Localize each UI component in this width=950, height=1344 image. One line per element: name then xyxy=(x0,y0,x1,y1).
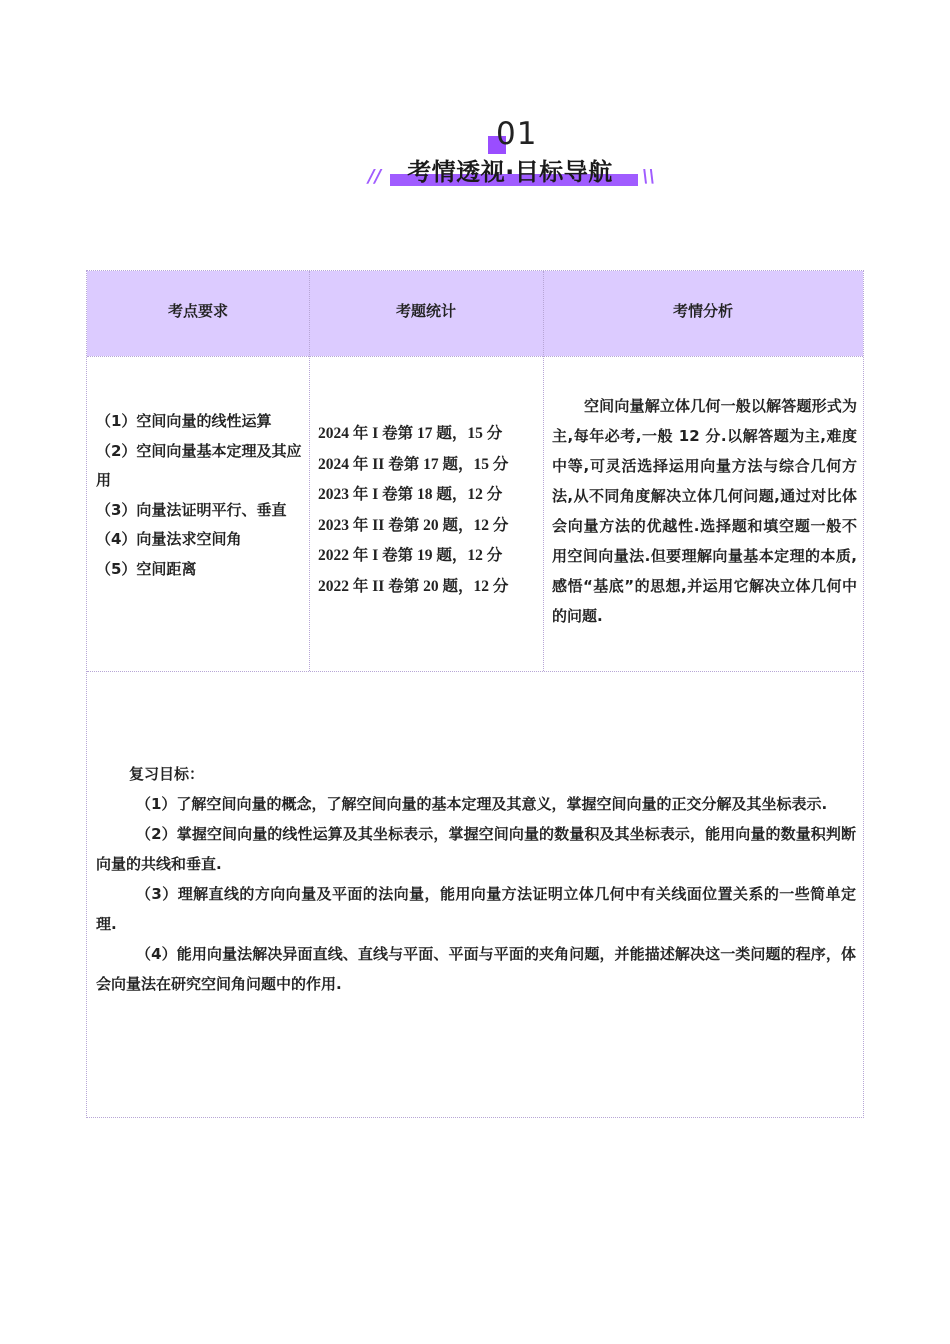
list-item: 2023 年 II 卷第 20 题，12 分 xyxy=(318,516,509,534)
list-item: （3）向量法证明平行、垂直 xyxy=(96,500,287,519)
section-header xyxy=(0,108,950,198)
review-goals xyxy=(96,759,856,999)
list-item: 2023 年 I 卷第 18 题，12 分 xyxy=(318,486,503,504)
list-item: 2022 年 I 卷第 19 题，12 分 xyxy=(318,547,503,565)
column-divider xyxy=(543,271,544,671)
goal-item: （1）了解空间向量的概念，了解空间向量的基本定理及其意义，掌握空间向量的正交分解及其坐标表示. xyxy=(136,795,828,813)
goal-item: （4）能用向量法解决异面直线、直线与平面、平面与平面的夹角问题，并能描述解决这一类问题的程序，体会向量法在研究空间角问题中的作用. xyxy=(96,945,856,993)
list-item: 2022 年 II 卷第 20 题，12 分 xyxy=(318,577,509,595)
goals-heading: 复习目标： xyxy=(129,765,205,783)
list-item: 2024 年 II 卷第 17 题，15 分 xyxy=(318,455,509,473)
table-header-row xyxy=(87,271,863,356)
row-divider xyxy=(87,671,863,672)
statistics-cell xyxy=(318,419,538,603)
goal-item: （3）理解直线的方向向量及平面的法向量，能用向量方法证明立体几何中有关线面位置关系的一些简单定理. xyxy=(96,885,856,933)
section-number-text: 01 xyxy=(496,116,538,152)
section-number xyxy=(486,116,546,156)
goal-item: （2）掌握空间向量的线性运算及其坐标表示，掌握空间向量的数量积及其坐标表示，能用向量的数量积判断向量的共线和垂直. xyxy=(96,825,856,873)
column-divider xyxy=(309,271,310,671)
deco-slash-right: \\ xyxy=(642,166,656,187)
list-item: 2024 年 I 卷第 17 题，15 分 xyxy=(318,425,503,442)
section-title: 考情透视·目标导航 xyxy=(407,158,613,186)
requirements-cell xyxy=(96,407,308,585)
list-item: （1）空间向量的线性运算 xyxy=(96,412,272,430)
deco-slash-left: // xyxy=(368,166,382,187)
header-statistics: 考题统计 xyxy=(395,302,456,320)
list-item: （4）向量法求空间角 xyxy=(96,530,242,549)
row-divider xyxy=(87,356,863,357)
list-item: （2）空间向量基本定理及其应用 xyxy=(96,441,302,490)
header-requirements: 考点要求 xyxy=(167,302,228,320)
header-analysis: 考情分析 xyxy=(672,302,733,320)
analysis-cell: 空间向量解立体几何一般以解答题形式为主,每年必考,一般 12 分.以解答题为主,难度中等,可灵活选择运用向量方法与综合几何方法,从不同角度解决立体几何问题,通过对比体会向量方法的优越性.选择题和填空题一般不用空间向量法.但要理解向量基本定理的本质,感悟“基底”的思想,并运用它解决立体几何中的问题. xyxy=(552,397,857,625)
exam-analysis-table xyxy=(86,270,864,1118)
list-item: （5）空间距离 xyxy=(96,559,197,578)
